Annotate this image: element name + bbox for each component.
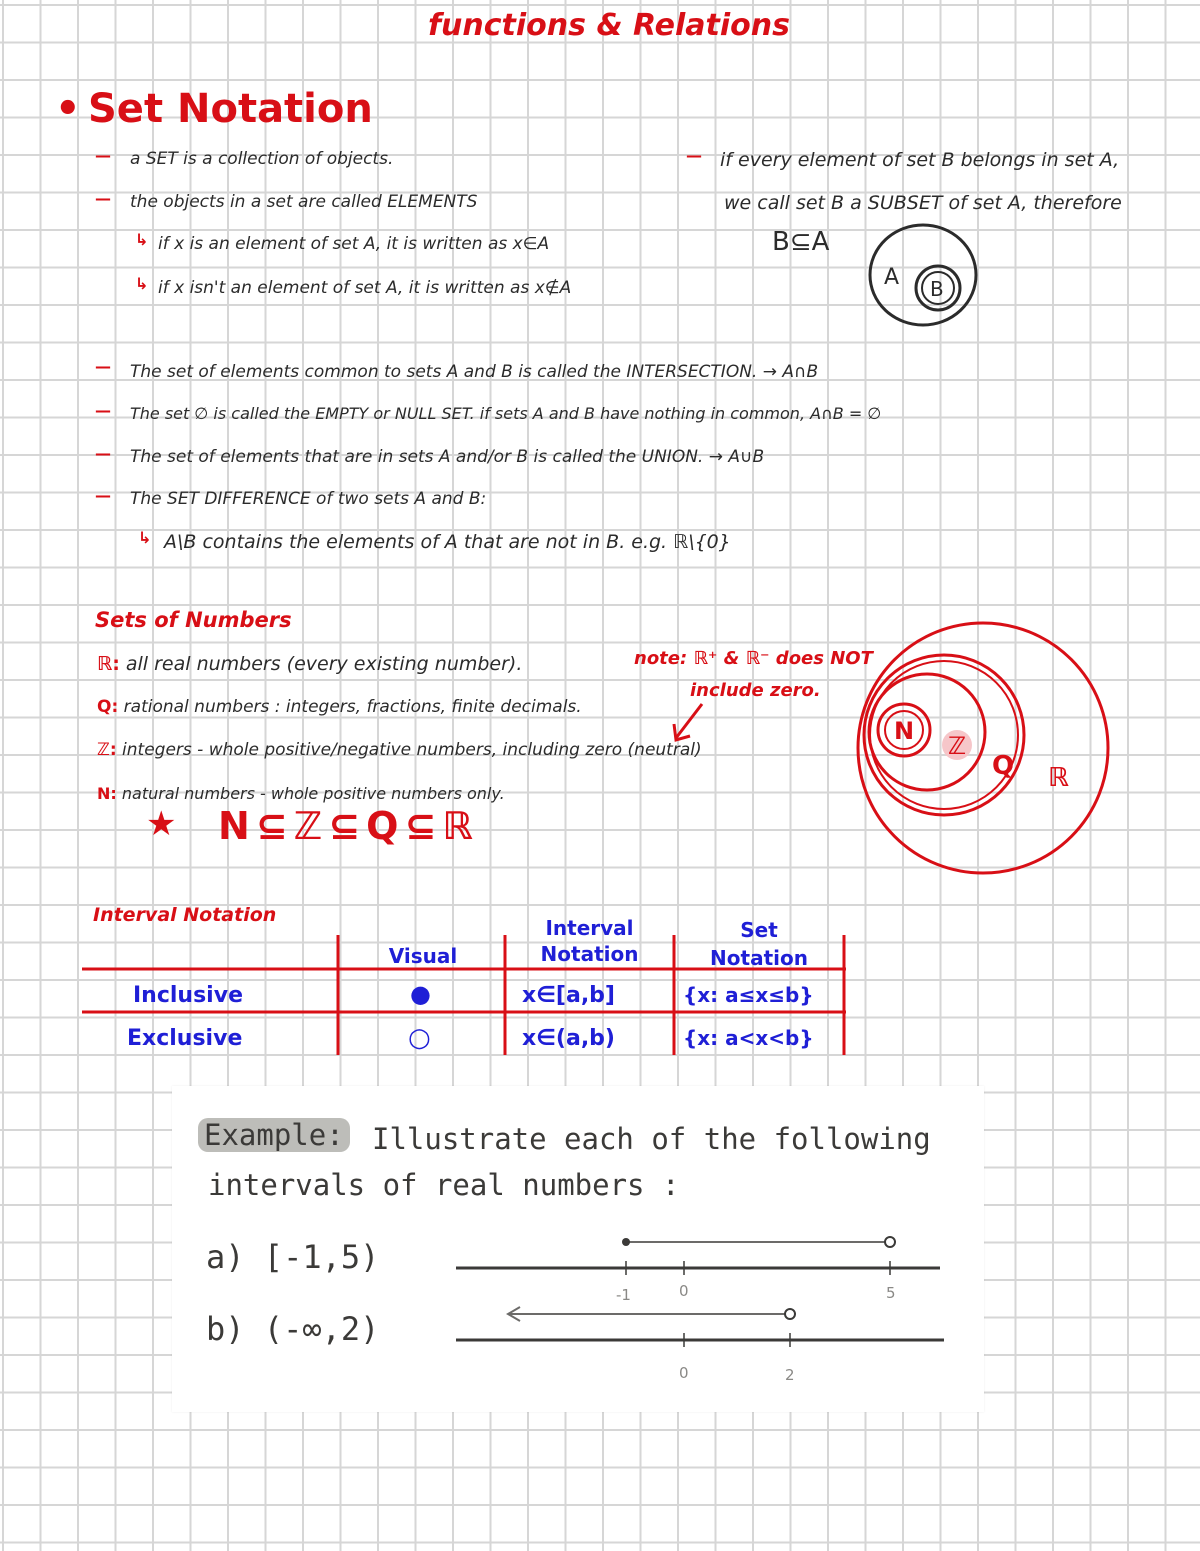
dash-subset: — — [686, 146, 702, 165]
note-arrow — [668, 700, 708, 746]
rationals-text: rational numbers : integers, fractions, finite decimals. — [123, 697, 582, 717]
dash-6: — — [95, 486, 111, 505]
dash-2: — — [95, 189, 111, 208]
note-line-2: include zero. — [690, 680, 821, 701]
open-endpoint-b — [785, 1309, 795, 1319]
element-of-rule: if x is an element of set A, it is written as x∈A — [158, 234, 550, 254]
row-inclusive-visual: ● — [410, 980, 431, 1008]
sets-of-numbers-heading: Sets of Numbers — [95, 608, 292, 632]
set-difference-example: A\B contains the elements of A that are not in B. e.g. ℝ\{0} — [164, 531, 731, 553]
col-set-header-2: Notation — [710, 946, 808, 970]
dash-5: — — [95, 444, 111, 463]
note-line-1: note: ℝ⁺ & ℝ⁻ does NOT — [634, 648, 873, 669]
row-inclusive-label: Inclusive — [133, 983, 243, 1008]
venn-label-r: ℝ — [1048, 763, 1069, 793]
closed-endpoint-a — [622, 1238, 630, 1246]
tick-label-0-a: 0 — [679, 1282, 689, 1300]
set-difference-definition: The SET DIFFERENCE of two sets A and B: — [130, 489, 487, 509]
subset-line-2: we call set B a SUBSET of set A, therefore — [724, 192, 1122, 214]
rationals-row — [97, 697, 582, 717]
example-part-a: a) [-1,5) — [206, 1238, 380, 1276]
col-visual-header: Visual — [388, 944, 458, 968]
row-exclusive-label: Exclusive — [127, 1026, 243, 1051]
venn-label-b: B — [930, 277, 944, 301]
tick-label-neg1: -1 — [616, 1286, 631, 1304]
example-part-b: b) (-∞,2) — [206, 1310, 380, 1348]
empty-set-definition: The set ∅ is called the EMPTY or NULL SET. if sets A and B have nothing in common, A∩B = ∅ — [130, 404, 882, 423]
example-text-line-2: intervals of real numbers : — [208, 1168, 680, 1202]
set-definition: a SET is a collection of objects. — [130, 149, 394, 169]
number-line-a — [450, 1228, 950, 1308]
venn-label-q: Q — [992, 751, 1015, 781]
integers-text: integers - whole positive/negative numbers, including zero (neutral) — [122, 740, 702, 760]
subset-venn-diagram — [864, 222, 986, 332]
row-inclusive-set: {x: a≤x≤b} — [683, 983, 814, 1007]
tick-label-2: 2 — [785, 1366, 795, 1384]
reals-row — [97, 653, 522, 675]
not-element-rule: if x isn't an element of set A, it is written as x∉A — [158, 278, 572, 298]
number-sets-venn-diagram — [852, 620, 1114, 876]
venn-label-z: ℤ — [948, 732, 967, 760]
interval-notation-heading: Interval Notation — [93, 904, 277, 926]
rationals-symbol: Q: — [97, 697, 119, 717]
arrow-2: ↳ — [135, 274, 149, 293]
naturals-text: natural numbers - whole positive numbers only. — [121, 784, 505, 803]
integers-row — [97, 740, 702, 760]
set-notation-heading: Set Notation — [88, 86, 373, 132]
row-exclusive-interval: x∈(a,b) — [522, 1026, 615, 1051]
dash-4: — — [95, 401, 111, 420]
venn-rationals — [864, 655, 1024, 815]
arrow-3: ↳ — [138, 528, 152, 547]
subset-line-1: if every element of set B belongs in set A, — [720, 149, 1120, 171]
bullet: • — [55, 86, 81, 132]
open-endpoint-a — [885, 1237, 895, 1247]
tick-label-0-b: 0 — [679, 1364, 689, 1382]
intersection-definition: The set of elements common to sets A and B is called the INTERSECTION. → A∩B — [130, 362, 819, 382]
col-interval-header-1: Interval — [545, 916, 634, 940]
reals-text: all real numbers (every existing number). — [125, 653, 523, 675]
col-interval-header-2: Notation — [540, 942, 639, 966]
example-tag: Example: — [198, 1118, 350, 1152]
row-inclusive-interval: x∈[a,b] — [522, 983, 615, 1008]
integers-symbol: ℤ: — [97, 740, 117, 760]
row-exclusive-set: {x: a<x<b} — [683, 1026, 814, 1050]
venn-label-n: N — [894, 717, 915, 745]
venn-integers — [869, 674, 985, 790]
naturals-row — [97, 784, 505, 803]
row-exclusive-visual: ○ — [408, 1023, 431, 1053]
number-set-chain: N⊆ℤ⊆Q⊆ℝ — [218, 804, 479, 848]
union-definition: The set of elements that are in sets A and/or B is called the UNION. → A∪B — [130, 447, 765, 467]
subset-expression: B⊆A — [772, 227, 830, 257]
reals-symbol: ℝ: — [97, 653, 120, 675]
page-title: functions & Relations — [428, 8, 790, 43]
dash-1: — — [95, 146, 111, 165]
col-set-header-1: Set — [740, 918, 778, 942]
naturals-symbol: N: — [97, 784, 117, 803]
example-text-line-1: Illustrate each of the following — [372, 1122, 931, 1156]
dash-3: — — [95, 357, 111, 376]
number-line-b — [450, 1300, 950, 1390]
elements-definition: the objects in a set are called ELEMENTS — [130, 192, 478, 212]
tick-label-5: 5 — [886, 1284, 896, 1302]
venn-label-a: A — [884, 265, 900, 290]
arrow-1: ↳ — [135, 230, 149, 249]
star-icon: ★ — [146, 804, 183, 844]
